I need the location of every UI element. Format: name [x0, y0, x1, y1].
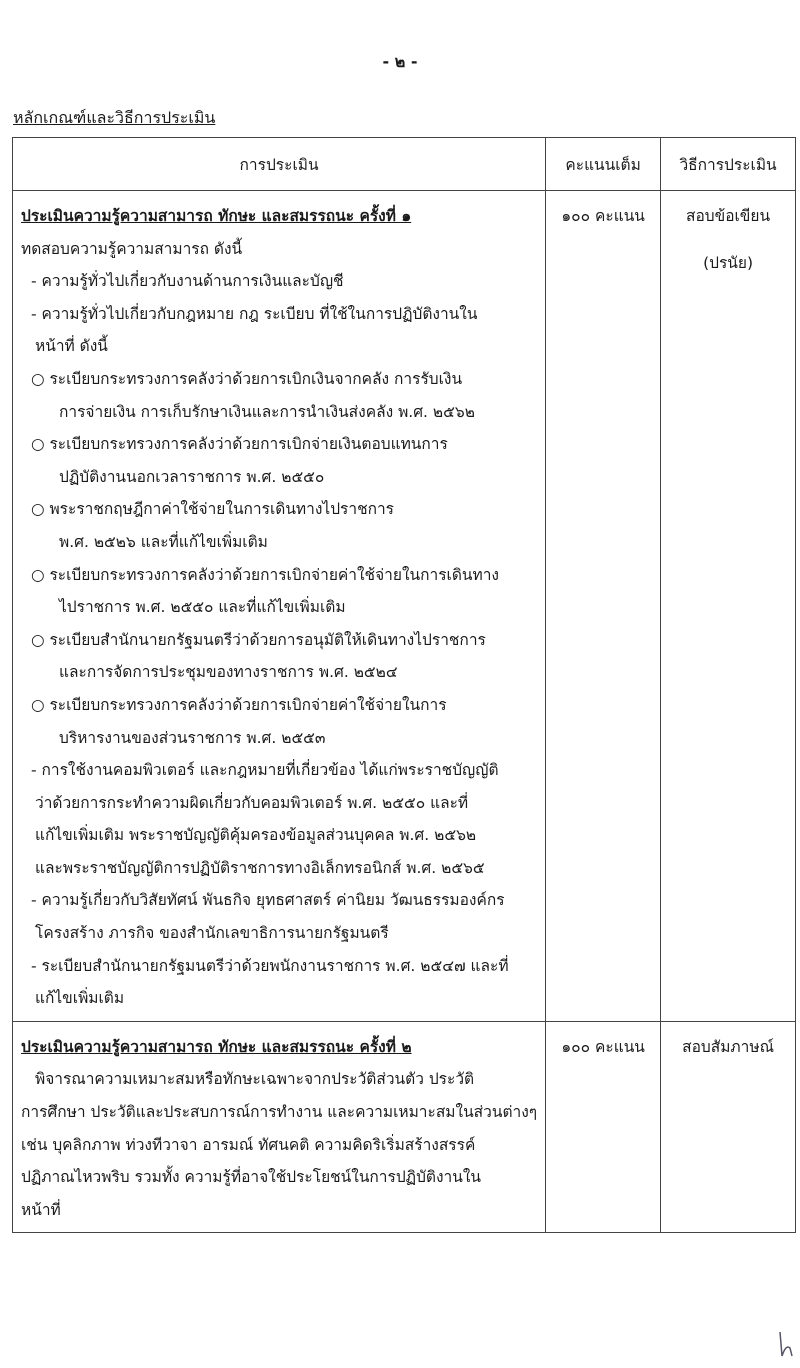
- header-assessment: การประเมิน: [13, 138, 546, 191]
- assessment-line: ปฏิภาณไหวพริบ รวมทั้ง ความรู้ที่อาจใช้ประโยชน์ในการปฏิบัติงานใน: [21, 1168, 482, 1187]
- assessment-line: ○ ระเบียบกระทรวงการคลังว่าด้วยการเบิกเงินจากคลัง การรับเงิน: [31, 369, 463, 388]
- assessment-line: - ความรู้ทั่วไปเกี่ยวกับงานด้านการเงินและบัญชี: [31, 272, 344, 291]
- criteria-table: [12, 137, 796, 1233]
- assessment-line: หน้าที่ ดังนี้: [35, 337, 108, 356]
- assessment-line: พ.ศ. ๒๕๒๖ และที่แก้ไขเพิ่มเติม: [59, 532, 268, 551]
- assessment-line: การศึกษา ประวัติและประสบการณ์การทำงาน และความเหมาะสมในส่วนต่างๆ: [21, 1103, 538, 1122]
- assessment-line: แก้ไขเพิ่มเติม พระราชบัญญัติคุ้มครองข้อมูลส่วนบุคคล พ.ศ. ๒๕๖๒: [35, 826, 477, 845]
- method: สอบข้อเขียน: [686, 207, 771, 225]
- method-cell: [661, 191, 796, 1022]
- score-cell: [546, 1021, 661, 1233]
- table-header-row: [13, 138, 796, 191]
- method: สอบสัมภาษณ์: [682, 1037, 774, 1056]
- signature-mark: [776, 1330, 800, 1360]
- assessment-line: ○ ระเบียบกระทรวงการคลังว่าด้วยการเบิกจ่ายค่าใช้จ่ายในการเดินทาง: [31, 565, 499, 584]
- assessment-line: ○ พระราชกฤษฎีกาค่าใช้จ่ายในการเดินทางไปราชการ: [31, 500, 395, 519]
- table-row: [13, 191, 796, 1022]
- page-number: - ๒ -: [382, 52, 418, 71]
- assessment-line: และการจัดการประชุมของทางราชการ พ.ศ. ๒๕๒๔: [59, 663, 398, 682]
- assessment-line: การจ่ายเงิน การเก็บรักษาเงินและการนำเงินส่งคลัง พ.ศ. ๒๕๖๒: [59, 402, 475, 421]
- assessment-heading: ประเมินความรู้ความสามารถ ทักษะ และสมรรถนะ ครั้งที่ ๑: [21, 207, 412, 225]
- assessment-cell: [13, 1021, 546, 1233]
- assessment-line: ว่าด้วยการกระทำความผิดเกี่ยวกับคอมพิวเตอร์ พ.ศ. ๒๕๕๐ และที่: [35, 793, 469, 812]
- assessment-line: ปฏิบัติงานนอกเวลาราชการ พ.ศ. ๒๕๕๐: [59, 467, 325, 486]
- method-note: (ปรนัย): [703, 253, 754, 272]
- assessment-line: - การใช้งานคอมพิวเตอร์ และกฎหมายที่เกี่ยวข้อง ได้แก่พระราชบัญญัติ: [31, 761, 499, 780]
- assessment-line: พิจารณาความเหมาะสมหรือทักษะเฉพาะจากประวัติส่วนตัว ประวัติ: [35, 1070, 475, 1089]
- assessment-line: บริหารงานของส่วนราชการ พ.ศ. ๒๕๕๓: [59, 728, 326, 747]
- assessment-line: - ระเบียบสำนักนายกรัฐมนตรีว่าด้วยพนักงานราชการ พ.ศ. ๒๕๔๗ และที่: [31, 956, 509, 975]
- assessment-line: โครงสร้าง ภารกิจ ของสำนักเลขาธิการนายกรัฐมนตรี: [35, 924, 389, 943]
- assessment-line: เช่น บุคลิกภาพ ท่วงทีวาจา อารมณ์ ทัศนคติ ความคิดริเริ่มสร้างสรรค์: [21, 1135, 476, 1154]
- assessment-line: ไปราชการ พ.ศ. ๒๕๕๐ และที่แก้ไขเพิ่มเติม: [59, 598, 346, 617]
- score: ๑๐๐ คะแนน: [561, 1037, 645, 1056]
- score-cell: [546, 191, 661, 1022]
- header-full-score: คะแนนเต็ม: [546, 138, 661, 191]
- assessment-line: ○ ระเบียบกระทรวงการคลังว่าด้วยการเบิกจ่ายเงินตอบแทนการ: [31, 435, 448, 454]
- assessment-line: และพระราชบัญญัติการปฏิบัติราชการทางอิเล็กทรอนิกส์ พ.ศ. ๒๕๖๕: [35, 858, 485, 877]
- assessment-line: - ความรู้เกี่ยวกับวิสัยทัศน์ พันธกิจ ยุทธศาสตร์ ค่านิยม วัฒนธรรมองค์กร: [31, 891, 505, 910]
- section-title: หลักเกณฑ์และวิธีการประเมิน: [13, 108, 216, 127]
- assessment-heading: ประเมินความรู้ความสามารถ ทักษะ และสมรรถนะ ครั้งที่ ๒: [21, 1037, 412, 1056]
- assessment-line: - ความรู้ทั่วไปเกี่ยวกับกฎหมาย กฎ ระเบียบ ที่ใช้ในการปฏิบัติงานใน: [31, 304, 478, 323]
- assessment-line: หน้าที่: [21, 1200, 61, 1219]
- assessment-line: ทดสอบความรู้ความสามารถ ดังนี้: [21, 239, 243, 258]
- assessment-line: ○ ระเบียบสำนักนายกรัฐมนตรีว่าด้วยการอนุมัติให้เดินทางไปราชการ: [31, 630, 486, 649]
- header-method: วิธีการประเมิน: [661, 138, 796, 191]
- assessment-line: แก้ไขเพิ่มเติม: [35, 989, 125, 1008]
- score: ๑๐๐ คะแนน: [561, 207, 645, 225]
- table-row: [13, 1021, 796, 1233]
- assessment-cell: [13, 191, 546, 1022]
- assessment-line: ○ ระเบียบกระทรวงการคลังว่าด้วยการเบิกจ่ายค่าใช้จ่ายในการ: [31, 695, 447, 714]
- method-cell: [661, 1021, 796, 1233]
